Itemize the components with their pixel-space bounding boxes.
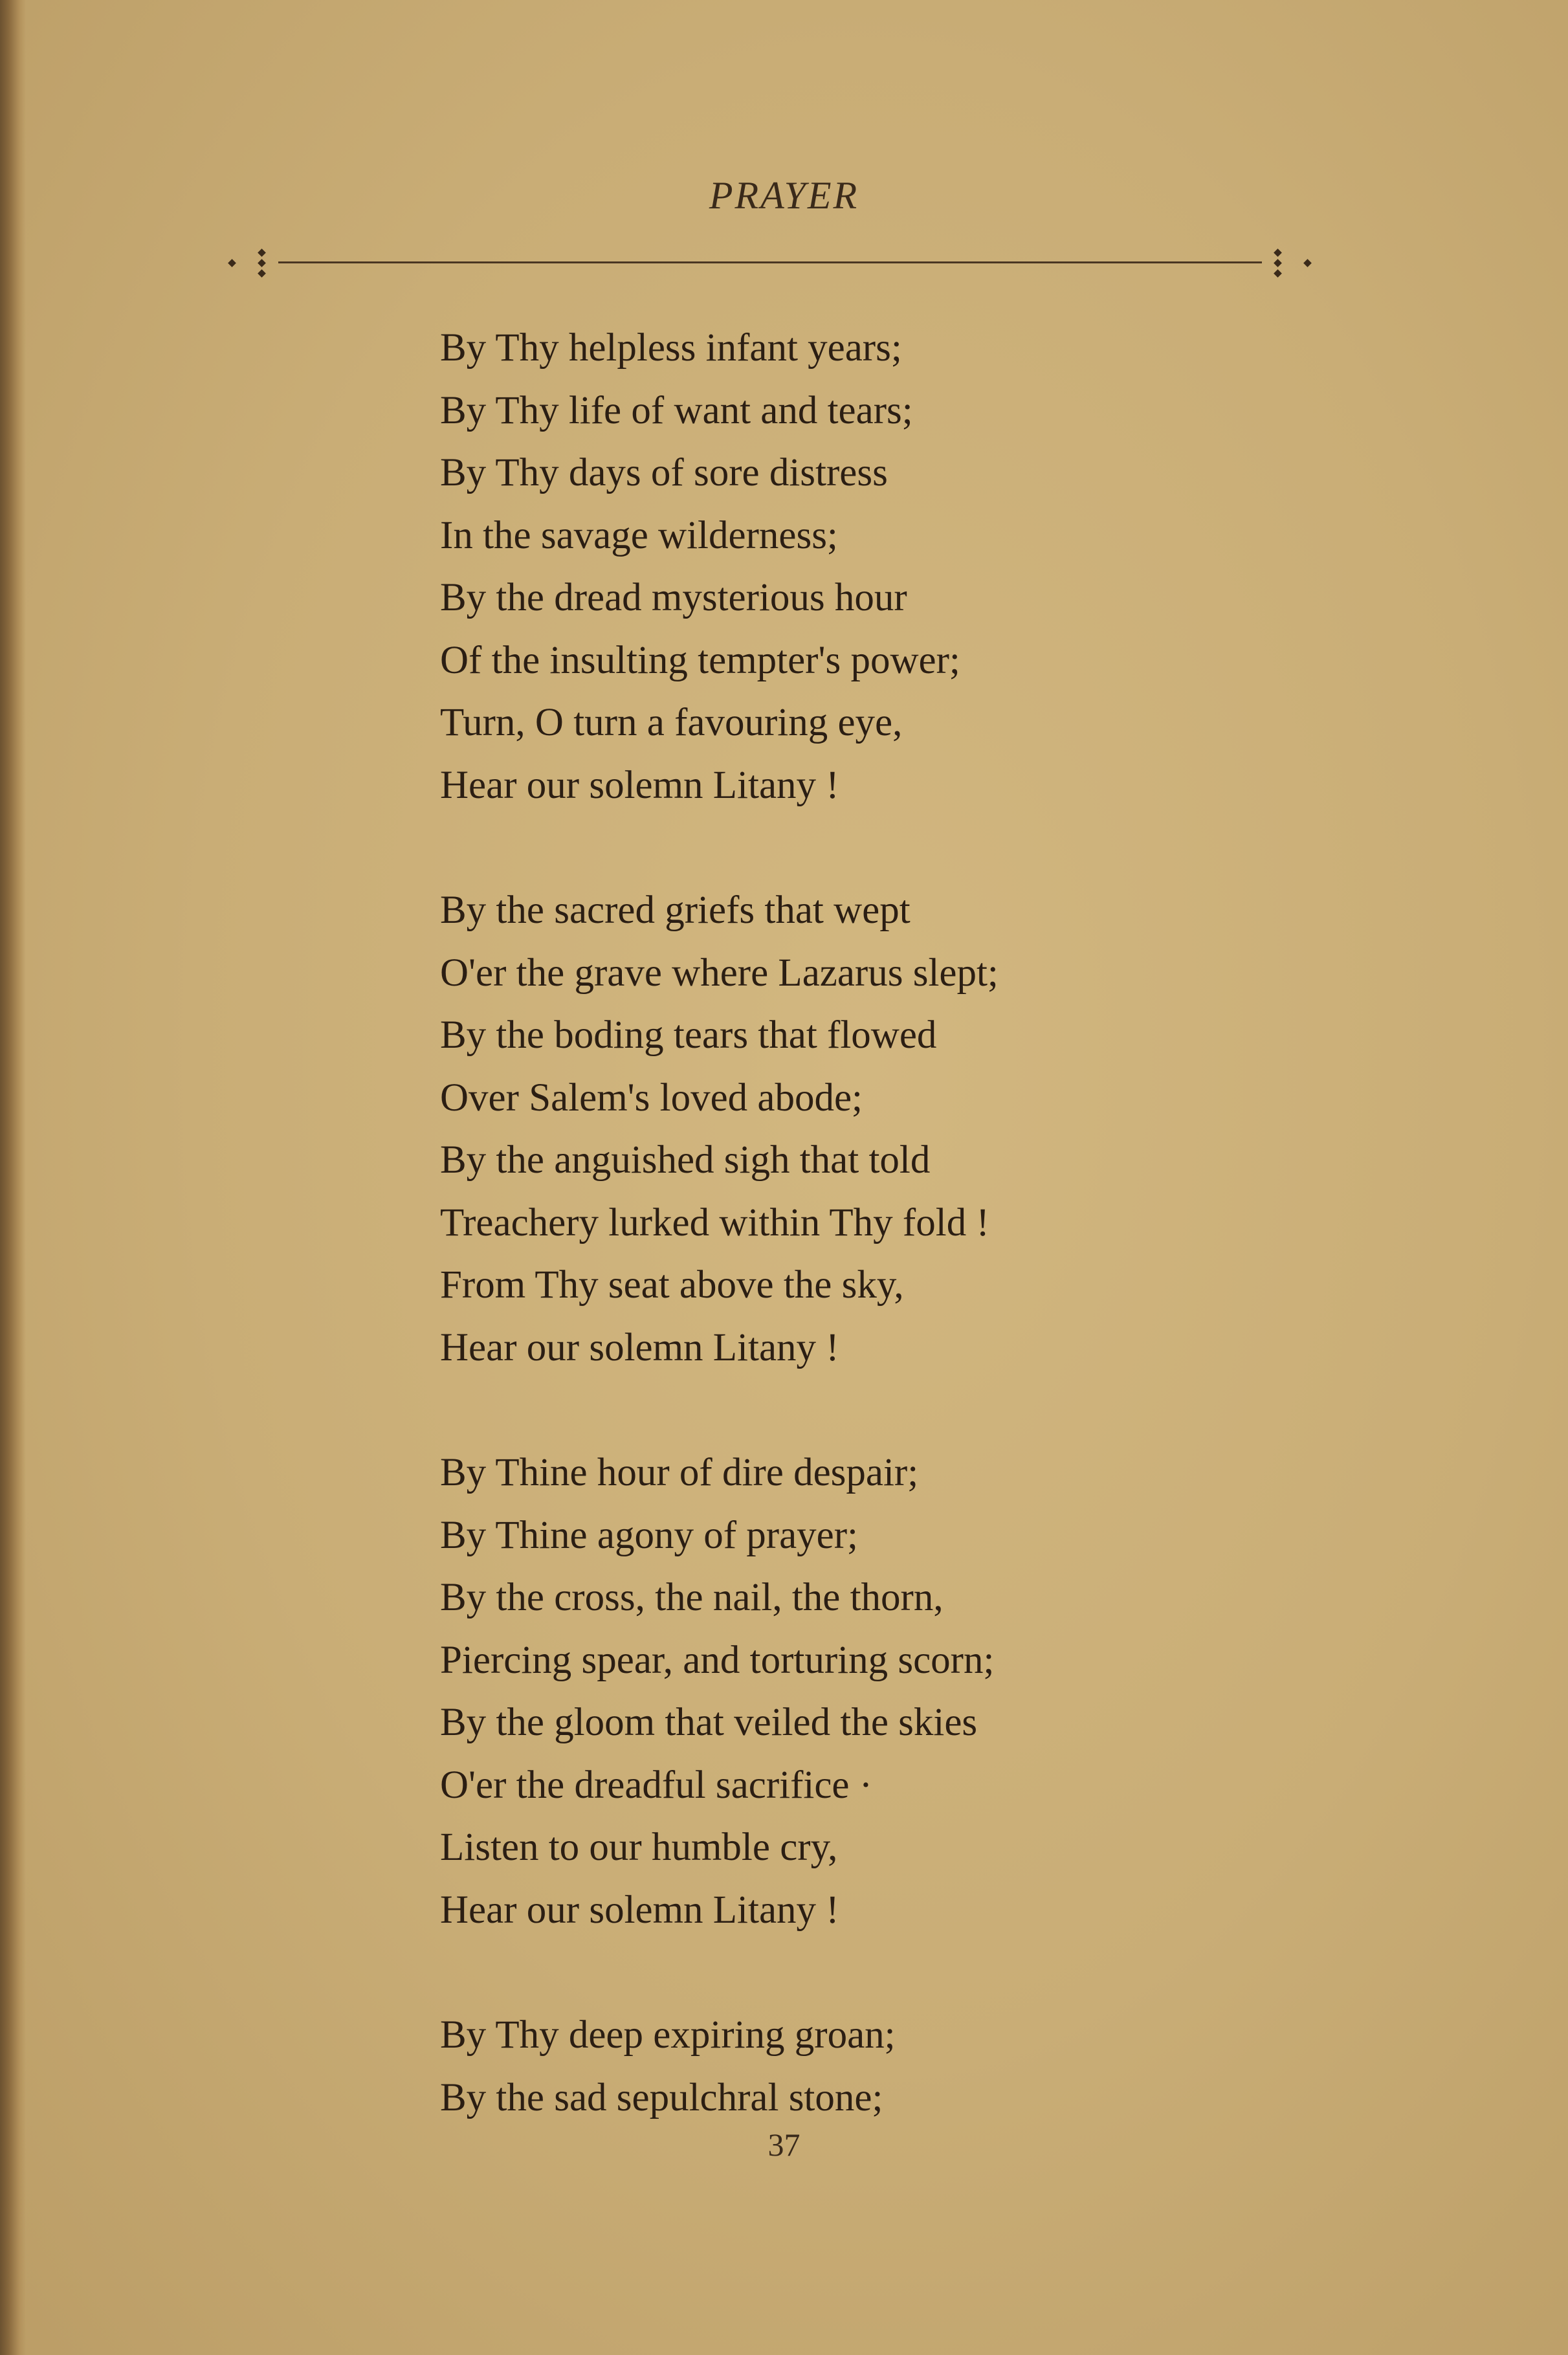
- page-number: 37: [767, 2127, 801, 2163]
- verse-line: Hear our solemn Litany !: [440, 1325, 839, 1369]
- verse-line: By the sad sepulchral stone;: [440, 2075, 883, 2119]
- verse-line: By the cross, the nail, the thorn,: [440, 1576, 944, 1619]
- verse-line: In the savage wilderness;: [440, 513, 838, 557]
- verse-line: By the boding tears that flowed: [440, 1013, 937, 1057]
- verse-line: Hear our solemn Litany !: [440, 763, 839, 807]
- verse-line: By Thine agony of prayer;: [440, 1513, 858, 1557]
- stanza: [440, 317, 1346, 817]
- verse-line: By the gloom that veiled the skies: [440, 1701, 978, 1744]
- verse-line: Of the insulting tempter's power;: [440, 638, 960, 682]
- verse-line: From Thy seat above the sky,: [440, 1263, 904, 1307]
- verse-line: By Thy deep expiring groan;: [440, 2013, 896, 2057]
- poem-body: [440, 317, 1346, 2192]
- diamond-ornament-icon: [226, 245, 272, 283]
- horizontal-rule: [278, 261, 1262, 263]
- verse-line: Hear our solemn Litany !: [440, 1888, 839, 1932]
- book-spine-shadow: [0, 0, 26, 2355]
- stanza: [440, 2004, 1346, 2129]
- verse-line: Treachery lurked within Thy fold !: [440, 1200, 989, 1244]
- verse-line: Over Salem's loved abode;: [440, 1076, 863, 1120]
- running-head: PRAYER: [709, 174, 859, 217]
- verse-line: Listen to our humble cry,: [440, 1826, 838, 1869]
- verse-line: Piercing spear, and torturing scorn;: [440, 1638, 995, 1682]
- verse-line: By the dread mysterious hour: [440, 576, 907, 619]
- stanza: [440, 1442, 1346, 1941]
- verse-line: By Thy life of want and tears;: [440, 388, 913, 432]
- verse-line: By Thy days of sore distress: [440, 451, 888, 494]
- stanza: [440, 879, 1346, 1379]
- verse-line: By Thine hour of dire despair;: [440, 1451, 919, 1494]
- verse-line: By the sacred griefs that wept: [440, 889, 911, 932]
- verse-line: O'er the grave where Lazarus slept;: [440, 951, 999, 995]
- verse-line: O'er the dreadful sacrifice ·: [440, 1763, 873, 1807]
- header-rule: [226, 245, 1314, 283]
- verse-line: By Thy helpless infant years;: [440, 326, 902, 370]
- verse-line: By the anguished sigh that told: [440, 1138, 931, 1182]
- verse-line: Turn, O turn a favouring eye,: [440, 701, 903, 744]
- diamond-ornament-icon: [1268, 245, 1314, 283]
